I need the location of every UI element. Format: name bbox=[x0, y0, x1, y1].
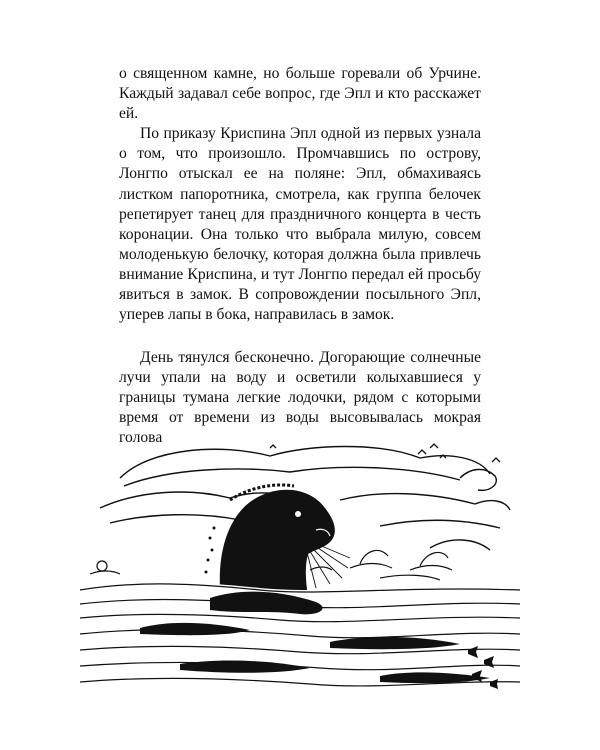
sea-waves-icon bbox=[80, 582, 520, 698]
birds-icon bbox=[270, 444, 500, 462]
paragraph: День тянулся бесконечно. Догорающие солнечные лучи упали на воду и осветили колыхавшиеся у границы тумана легкие лодочки, рядом с которыми время от времени из воды высовывалась мокрая голова bbox=[119, 349, 481, 447]
otter-at-sea-illustration bbox=[80, 438, 520, 698]
text-block-bottom bbox=[119, 348, 481, 448]
illustration-svg bbox=[80, 438, 520, 698]
text-block-top bbox=[119, 64, 481, 325]
paragraph: По приказу Криспина Эпл одной из первых узнала о том, что произошло. Промчавшись по острову, Лонгпо отыскал ее на поляне: Эпл, обмахиваясь листком папоротника, смотрела, как группа белочек репетирует танец для праздничного концерта в честь коронации. Она только что выбрала милую, совсем молоденькую белочку, которая должна была привлечь внимание Криспина, и тут Лонгпо передал ей просьбу явиться в замок. В сопровождении посыльного Эпл, уперев лапы в бока, направилась в замок. bbox=[119, 125, 481, 324]
paragraph: о священном камне, но больше горевали об Урчине. Каждый задавал себе вопрос, где Эпл и кто расскажет ей. bbox=[119, 65, 481, 123]
